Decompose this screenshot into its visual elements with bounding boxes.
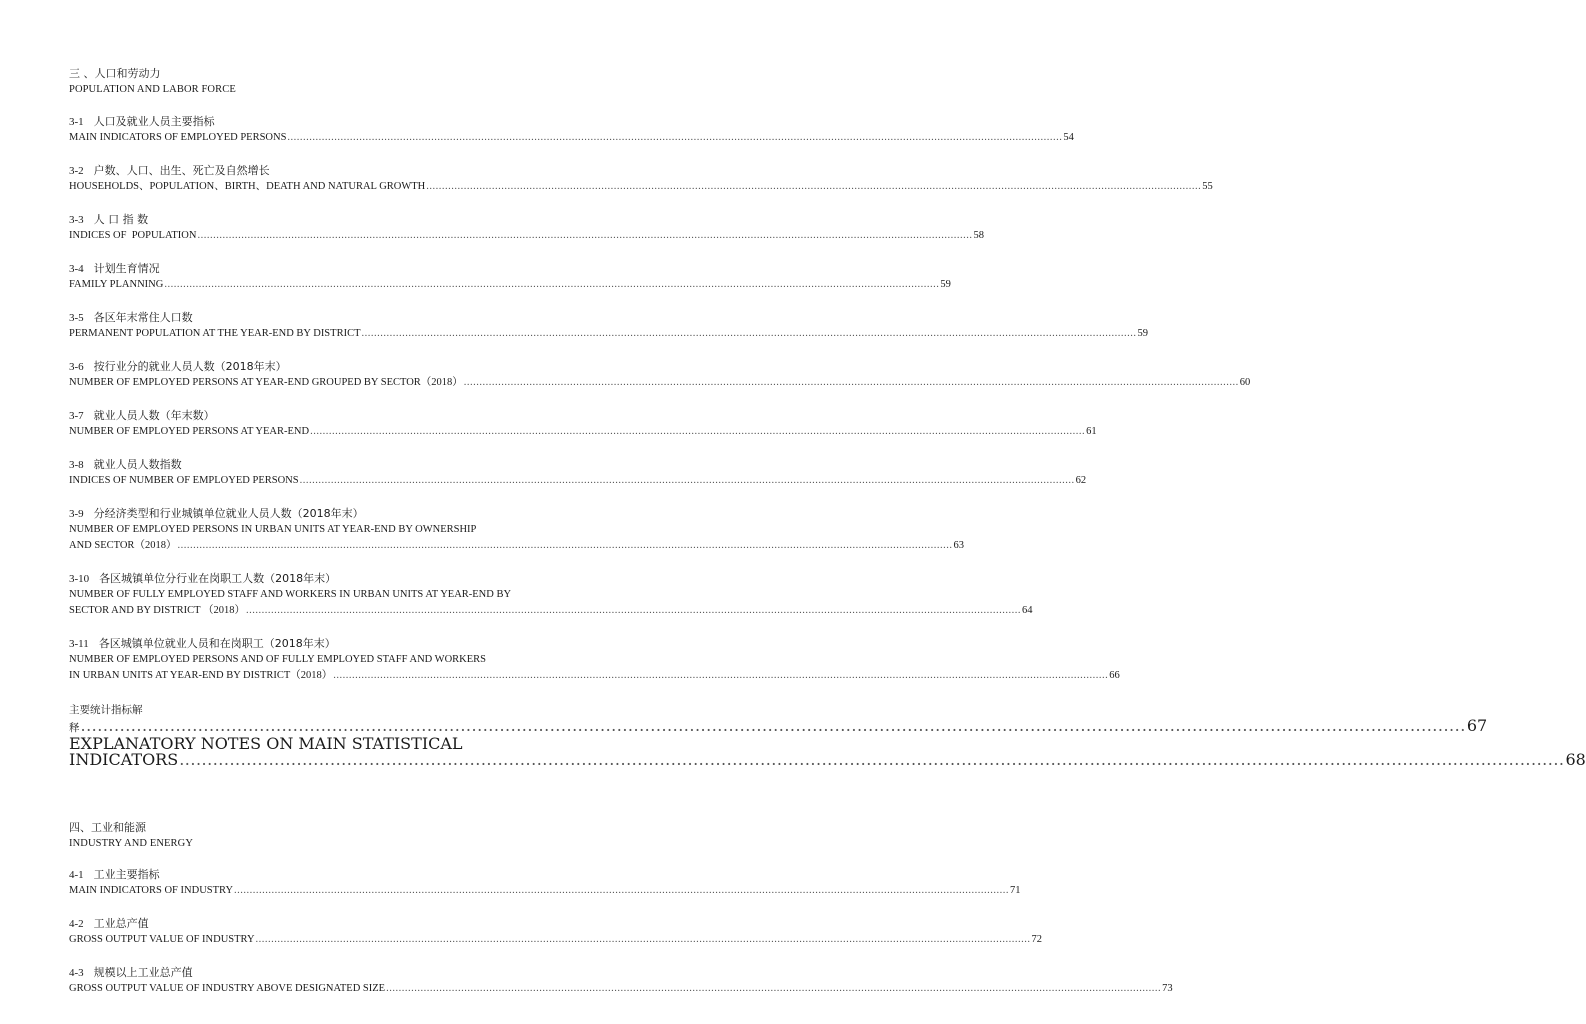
entry-title-en: GROSS OUTPUT VALUE OF INDUSTRY ABOVE DESIGNATED SIZE bbox=[69, 983, 386, 994]
entry-title-zh: 各区年末常住人口数 bbox=[93, 311, 193, 324]
page-number: 60 bbox=[1239, 377, 1251, 388]
section-title-en: POPULATION AND LABOR FORCE bbox=[69, 84, 236, 95]
entry-number: 3-1 bbox=[69, 116, 84, 128]
toc-entry[interactable] bbox=[69, 867, 1021, 899]
toc-entry[interactable] bbox=[69, 408, 1097, 440]
dot-leader bbox=[179, 750, 1564, 769]
entry-title-zh: 按行业分的就业人员人数（2018年末） bbox=[93, 360, 287, 373]
dot-leader bbox=[177, 538, 952, 554]
page-number: 61 bbox=[1086, 426, 1097, 437]
section-title-zh: 三 、人口和劳动力 bbox=[69, 67, 161, 80]
explanatory-notes[interactable] bbox=[69, 700, 1586, 769]
notes-title-zh: 主要统计指标解释 bbox=[69, 704, 143, 734]
toc-list bbox=[69, 114, 1586, 769]
entry-title-zh: 人口及就业人员主要指标 bbox=[93, 115, 215, 128]
toc-entry[interactable] bbox=[69, 965, 1173, 997]
page-number: 62 bbox=[1075, 475, 1087, 486]
entry-title-en: GROSS OUTPUT VALUE OF INDUSTRY bbox=[69, 934, 255, 945]
entry-title-en: NUMBER OF EMPLOYED PERSONS AT YEAR-END bbox=[69, 426, 310, 437]
entry-number: 3-7 bbox=[69, 410, 84, 422]
page-number: 58 bbox=[973, 230, 984, 241]
entry-title-zh: 各区城镇单位就业人员和在岗职工（2018年末） bbox=[98, 637, 336, 650]
entry-title-zh: 户数、人口、出生、死亡及自然增长 bbox=[93, 164, 270, 177]
entry-title-zh: 规模以上工业总产值 bbox=[93, 966, 193, 979]
entry-number: 3-8 bbox=[69, 459, 84, 471]
entry-number: 3-11 bbox=[69, 638, 89, 650]
page-number: 64 bbox=[1022, 605, 1033, 616]
entry-title-zh: 工业总产值 bbox=[93, 917, 149, 930]
entry-number: 3-2 bbox=[69, 165, 84, 177]
toc-entry[interactable] bbox=[69, 261, 951, 293]
dot-leader bbox=[386, 981, 1161, 997]
dot-leader bbox=[310, 424, 1085, 440]
toc-entry[interactable] bbox=[69, 212, 984, 244]
section-header bbox=[69, 820, 631, 851]
entry-title-en: INDICES OF POPULATION bbox=[69, 230, 197, 241]
dot-leader bbox=[426, 179, 1201, 195]
entry-title-en: NUMBER OF EMPLOYED PERSONS AND OF FULLY EMPLOYED STAFF AND WORKERS bbox=[69, 654, 487, 665]
entry-number: 4-3 bbox=[69, 967, 84, 979]
entry-number: 4-1 bbox=[69, 869, 84, 881]
page-number: 55 bbox=[1202, 181, 1213, 192]
entry-title-en: INDICES OF NUMBER OF EMPLOYED PERSONS bbox=[69, 475, 299, 486]
page-number: 72 bbox=[1031, 934, 1043, 945]
entry-number: 3-9 bbox=[69, 508, 84, 520]
entry-title-zh: 工业主要指标 bbox=[93, 868, 160, 881]
toc-entry[interactable] bbox=[69, 310, 1148, 342]
entry-title-zh: 分经济类型和行业城镇单位就业人员人数（2018年末） bbox=[93, 507, 364, 520]
dot-leader bbox=[246, 603, 1021, 619]
entry-number: 3-5 bbox=[69, 312, 84, 324]
entry-title-en: NUMBER OF EMPLOYED PERSONS AT YEAR-END GROUPED BY SECTOR（2018） bbox=[69, 377, 463, 388]
entry-title-en: MAIN INDICATORS OF EMPLOYED PERSONS bbox=[69, 132, 287, 143]
entry-title-en-cont: AND SECTOR（2018） bbox=[69, 540, 177, 551]
dot-leader bbox=[333, 668, 1108, 684]
toc-entry[interactable] bbox=[69, 163, 1213, 195]
page-number: 59 bbox=[940, 279, 951, 290]
entry-number: 3-10 bbox=[69, 573, 90, 585]
dot-leader bbox=[164, 277, 939, 293]
toc-list bbox=[69, 867, 1173, 997]
page-number: 68 bbox=[1565, 750, 1586, 769]
entry-title-en: FAMILY PLANNING bbox=[69, 279, 164, 290]
dot-leader bbox=[256, 932, 1031, 948]
entry-title-en: NUMBER OF EMPLOYED PERSONS IN URBAN UNITS AT YEAR-END BY OWNERSHIP bbox=[69, 524, 477, 535]
entry-title-zh: 人 口 指 数 bbox=[93, 213, 149, 226]
entry-number: 3-6 bbox=[69, 361, 84, 373]
page-number: 54 bbox=[1063, 132, 1074, 143]
page-number: 63 bbox=[953, 540, 964, 551]
toc-entry[interactable] bbox=[69, 359, 1251, 391]
dot-leader bbox=[300, 473, 1075, 489]
dot-leader bbox=[197, 228, 972, 244]
entry-title-en: HOUSEHOLDS、POPULATION、BIRTH、DEATH AND NATURAL GROWTH bbox=[69, 181, 426, 192]
toc-entry[interactable] bbox=[69, 571, 1033, 619]
section-title-en: INDUSTRY AND ENERGY bbox=[69, 838, 194, 849]
toc-entry[interactable] bbox=[69, 506, 964, 554]
section-title-zh: 四、工业和能源 bbox=[69, 821, 146, 834]
page-number: 67 bbox=[1466, 716, 1488, 735]
dot-leader bbox=[234, 883, 1009, 899]
page-number: 71 bbox=[1010, 885, 1021, 896]
entry-title-en-cont: IN URBAN UNITS AT YEAR-END BY DISTRICT（2018） bbox=[69, 670, 333, 681]
entry-title-en: PERMANENT POPULATION AT THE YEAR-END BY DISTRICT bbox=[69, 328, 361, 339]
entry-title-zh: 就业人员人数（年末数） bbox=[93, 409, 215, 422]
dot-leader bbox=[81, 716, 1466, 735]
page-number: 59 bbox=[1137, 328, 1148, 339]
notes-title-en: EXPLANATORY NOTES ON MAIN STATISTICAL INDICATORS bbox=[69, 734, 463, 769]
dot-leader bbox=[464, 375, 1239, 391]
entry-title-en: MAIN INDICATORS OF INDUSTRY bbox=[69, 885, 234, 896]
toc-entry[interactable] bbox=[69, 636, 1120, 684]
entry-title-en: NUMBER OF FULLY EMPLOYED STAFF AND WORKERS IN URBAN UNITS AT YEAR-END BY bbox=[69, 589, 512, 600]
entry-title-zh: 各区城镇单位分行业在岗职工人数（2018年末） bbox=[99, 572, 337, 585]
toc-entry[interactable] bbox=[69, 457, 1087, 489]
entry-number: 4-2 bbox=[69, 918, 84, 930]
page-number: 66 bbox=[1109, 670, 1120, 681]
dot-leader bbox=[287, 130, 1062, 146]
page-number: 73 bbox=[1162, 983, 1173, 994]
toc-entry[interactable] bbox=[69, 916, 1043, 948]
entry-title-zh: 计划生育情况 bbox=[93, 262, 160, 275]
dot-leader bbox=[361, 326, 1136, 342]
entry-title-en-cont: SECTOR AND BY DISTRICT （2018） bbox=[69, 605, 245, 616]
section-header bbox=[69, 66, 631, 97]
toc-entry[interactable] bbox=[69, 114, 1074, 146]
entry-number: 3-4 bbox=[69, 263, 84, 275]
entry-title-zh: 就业人员人数指数 bbox=[93, 458, 182, 471]
entry-number: 3-3 bbox=[69, 214, 84, 226]
